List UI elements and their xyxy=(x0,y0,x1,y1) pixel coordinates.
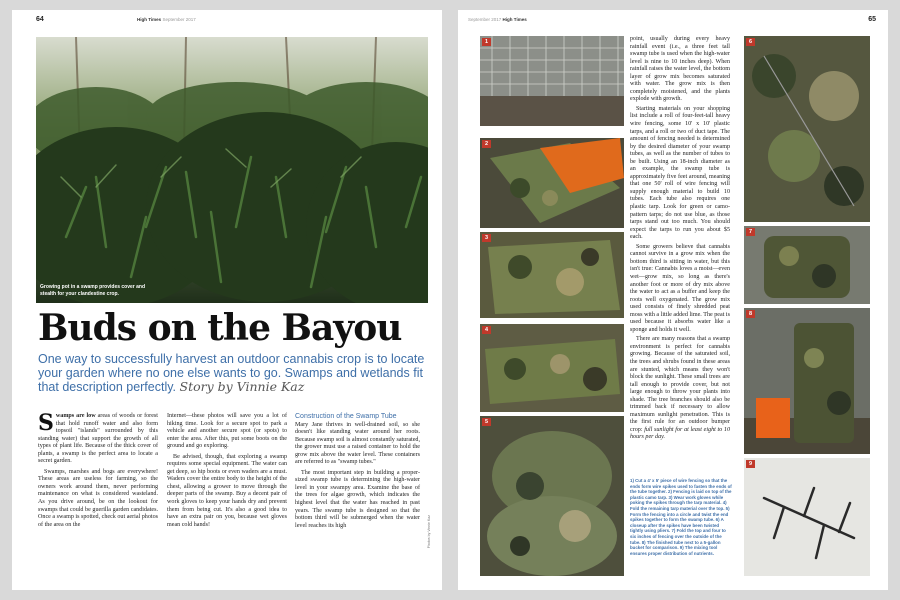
byline: Story by Vinnie Kaz xyxy=(179,379,305,394)
running-magazine: High Times xyxy=(137,17,162,22)
lead-in: wamps are low xyxy=(55,413,96,419)
paragraph-text: areas of woods or forest that hold runoff water and also form topsoil "islands" surrounded by this standing water) that support the growth of all types of plant life. Because of the thick cover of plants, a swamp is the perfect area to locate a secret garden. xyxy=(38,413,158,465)
photo-number-badge: 8 xyxy=(746,310,755,318)
left-folio: 64 xyxy=(36,16,44,23)
step-photo-6 xyxy=(744,36,870,222)
step-photo-9 xyxy=(744,458,870,576)
right-body-column xyxy=(630,36,730,444)
paragraph: Swamps, marshes and bogs are everywhere! These areas are useless for farming, so the owners work around them, never performing maintenance on what is considered wasteland. As you drive around, be on the lookout for swamps that could be guerilla garden candidates. Once a swamp is spotted, check out aerial photos of the area on the xyxy=(38,468,158,528)
photo-number-badge: 5 xyxy=(482,418,491,426)
photo-number-badge: 7 xyxy=(746,228,755,236)
camo-tarp-orange-image xyxy=(480,138,624,228)
wire-fencing-image xyxy=(480,36,624,126)
folded-tarp-image xyxy=(480,324,624,412)
body-column-3 xyxy=(295,413,420,533)
paragraph: Starting materials on your shopping list include a roll of four-feet-tall heavy wire fencing, some 10' x 10' plastic tarps, and a roll or two of duct tape. The amount of fencing needed is determined by the desired diameter of your swamp tubes, as well as the number of tubes to be built. Using an 18-inch diameter as an example, the swamp tube is approximately five feet around, meaning that one 50' roll of wire fencing will supply enough material to build 10 tubes. Each tube also requires one plastic tarp. Look for green or camo-pattern tarps; do not use blue, as those tarps stand out too much. You should expect the tarps to run you about $5 each. xyxy=(630,105,730,241)
swamp-plants-image xyxy=(36,37,428,303)
body-column-1 xyxy=(38,410,158,532)
paragraph: point, usually during every heavy rainfall event (i.e., a three feet tall swamp tube is used when the high-water level is nine to 10 inches deep). When rainfall raises the water level, the bottom layer of grow mix becomes saturated with water. The grow mix is then completely moistened, and the plants explode with growth. xyxy=(630,36,730,103)
paragraph: Internet—these photos will save you a lot of hiking time. Look for a secure spot to park a vehicle and another secure spot (or spots) to enter the area. After this, put some boots on the ground and go exploring. xyxy=(167,413,287,450)
emphasis-text: full sunlight for at least eight to 10 hours per day. xyxy=(630,426,730,441)
right-running-head xyxy=(468,17,527,22)
paragraph: Be advised, though, that exploring a swamp requires some special equipment. The water can get deep, so hip boots or even waders are a must. Waders cover the entire body to the height of the chest, allowing a grower to move through the deeper parts of the swamp. Buy a decent pair of work gloves to keep your hands dry and prevent them from being cut. It's also a good idea to have an extra pair on you, because wet gloves mean cold hands! xyxy=(167,453,287,528)
step-photo-4 xyxy=(480,324,624,412)
paragraph xyxy=(630,336,730,442)
drop-cap: S xyxy=(38,410,54,436)
paragraph: Some growers believe that cannabis cannot survive in a grow mix when the bottom third is sitting in water, but this isn't true: Cannabis loves a moist—even wet—grow mix, so long as there's another foot or more of dry mix above the water to act as a buffer and keep the roots well oxygenated. The grow mix used consists of finely shredded peat moss with a little added lime. The peat is used because it absorbs water like a sponge and holds it well. xyxy=(630,243,730,333)
running-date: September 2017 xyxy=(162,17,196,22)
forming-tube-image xyxy=(480,416,624,576)
twisted-spikes-closeup-image xyxy=(744,36,870,222)
deck-text: One way to successfully harvest an outdoor cannabis crop is to locate your garden where no one else wants to go. Swamps and wetlands fit that description perfectly. xyxy=(38,352,425,394)
step-photo-7 xyxy=(744,226,870,304)
finished-tube-with-bucket-image xyxy=(744,308,870,454)
step-photo-2 xyxy=(480,138,624,228)
photo-credit: Photos by Vinnie Kaz xyxy=(427,515,431,549)
paragraph xyxy=(38,410,158,466)
left-page xyxy=(12,10,442,590)
paragraph: The most important step in building a proper-sized swamp tube is determining the high-water level in your swampy area. Examine the base of the trees for algae growth, which indicates the highest level that the water has reached in past years. The swamp tube is designed so that the bottom third will be submerged when the water level reaches its high xyxy=(295,469,420,529)
photo-number-badge: 3 xyxy=(482,234,491,242)
paragraph: Mary Jane thrives in well-drained soil, so she doesn't like standing water around her roots. Because swamp soil is almost constantly saturated, the grower must use a raised container to hold the grow mix above the water level. These containers are referred to as "swamp tubes." xyxy=(295,421,420,466)
folded-top-tube-image xyxy=(744,226,870,304)
photo-number-badge: 6 xyxy=(746,38,755,46)
step-photo-1 xyxy=(480,36,624,126)
tarp-spikes-image xyxy=(480,232,624,318)
step-photo-5 xyxy=(480,416,624,576)
photo-number-badge: 9 xyxy=(746,460,755,468)
right-folio: 65 xyxy=(868,16,876,23)
body-column-2 xyxy=(167,413,287,532)
hero-photo xyxy=(36,37,428,303)
hero-caption: Growing pot in a swamp provides cover and stealth for your clandestine crop. xyxy=(40,284,146,297)
step-photo-3 xyxy=(480,232,624,318)
mixing-tool-image xyxy=(744,458,870,576)
left-running-head xyxy=(137,17,196,22)
section-subhead: Construction of the Swamp Tube xyxy=(295,413,397,420)
running-magazine: High Times xyxy=(502,17,527,22)
photo-number-badge: 4 xyxy=(482,326,491,334)
deck xyxy=(38,352,430,394)
photo-number-badge: 2 xyxy=(482,140,491,148)
headline: Buds on the Bayou xyxy=(38,307,402,349)
step-captions: 1) Cut a 4' x 5' piece of wire fencing so that the ends form wire spikes used to fasten the ends of the tube together. 2) Fencing is laid on top of the plastic camo tarp. 3) Wear work gloves while poking the spikes through the tarp material. 4) Fold the remaining tarp material over the top. 5) Form the fencing into a circle and twist the end spikes together to form the swamp tube. 6) A closeup after the spikes have been twisted tightly using pliers. 7) Fold the top and four to six inches of fencing over the outside of the tube. 8) The finished tube next to a 5-gallon bucket for comparison. 9) The mixing tool ensures proper distribution of nutrients. xyxy=(630,478,732,556)
photo-number-badge: 1 xyxy=(482,38,491,46)
running-date: September 2017 xyxy=(468,17,502,22)
step-photo-8 xyxy=(744,308,870,454)
paragraph-text: There are many reasons that a swamp environment is perfect for cannabis growing. Because of the saturated soil, the trees and shrubs found in these areas are stunted, which means they won't block the sunlight. These small trees are tall enough to provide cover, but not large enough to throw your plants into shade. The tree branches should also be trimmed back if necessary to allow maximum sunlight penetration. This is the first rule for an outdoor bumper crop: xyxy=(630,336,730,433)
right-page xyxy=(458,10,888,590)
